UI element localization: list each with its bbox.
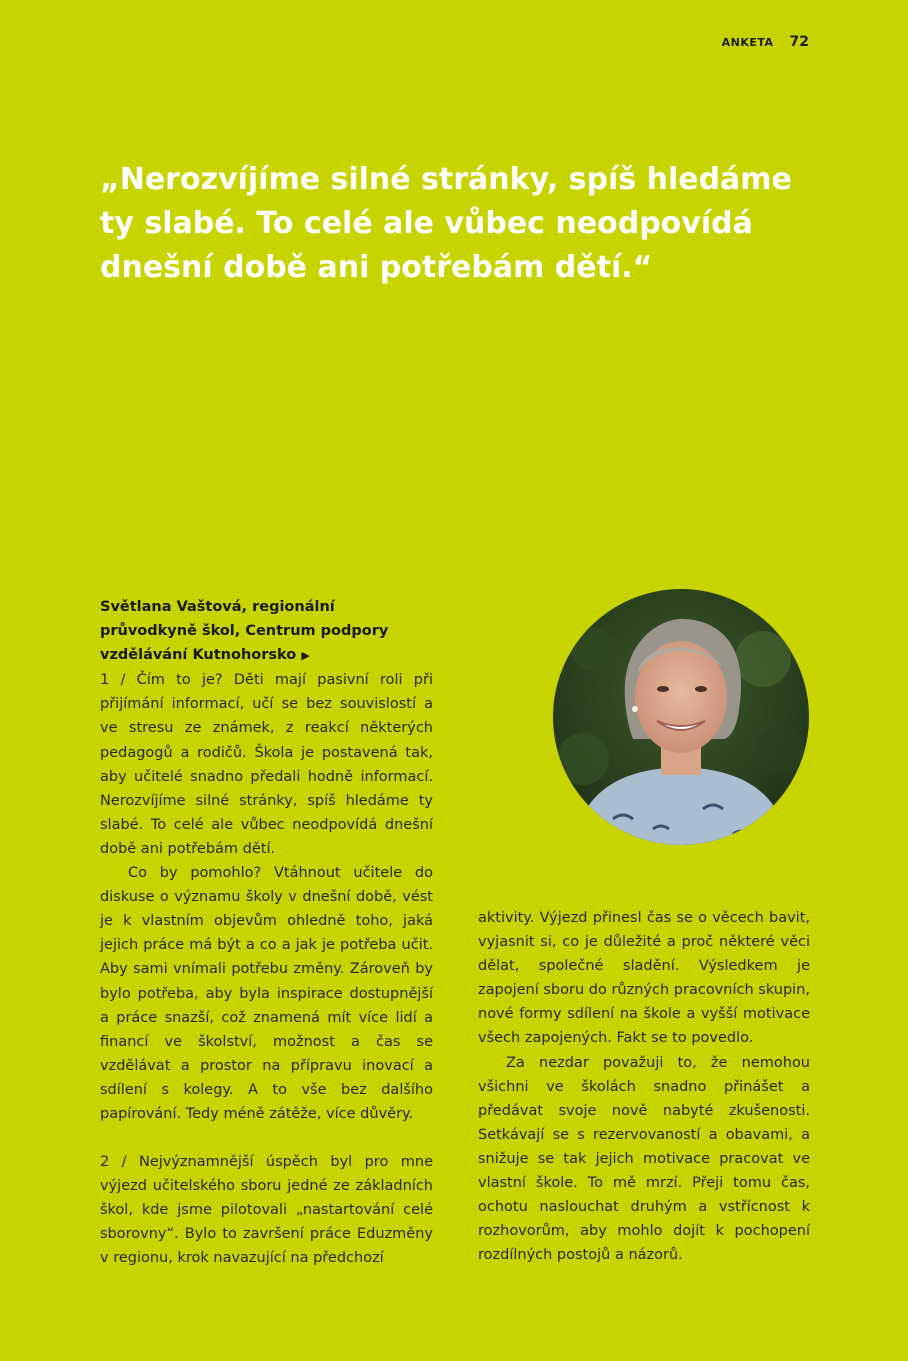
section-label: ANKETA: [721, 36, 774, 49]
page-number: 72: [789, 34, 809, 50]
answer-2-continuation: aktivity. Výjezd přinesl čas se o věcech bavit, vyjasnit si, co je důležité a proč některé věci dělat, společné sladění. Výsledkem je zapojení sboru do různých pracovních skupin, nové formy sdílení na škole a vyšší motivace všech zapojených. Fakt se to povedlo.: [478, 910, 810, 1047]
author-byline: [100, 595, 433, 668]
answer-1-paragraph: 1 / Čím to je? Děti mají pasivní roli při přijímání informací, učí se bez souvislostí a ve stresu ze známek, z reakcí některých pedagogů a rodičů. Škola je postavená tak, aby učitelé snadno předali hodně informací. Nerozvíjíme silné stránky, spíš hledáme ty slabé. To celé ale vůbec neodpovídá dnešní době ani potřebám dětí.: [100, 672, 433, 857]
column-left: [100, 595, 433, 1271]
arrow-right-icon: ▶: [301, 649, 310, 663]
column-right: [478, 906, 810, 1267]
author-name: Světlana Vaštová, regionální průvodkyně škol, Centrum podpory vzdělávání Kutnohorsko: [100, 599, 389, 664]
pull-quote: „Nerozvíjíme silné stránky, spíš hledáme ty slabé. To celé ale vůbec neodpovídá dnešní době ani potřebám dětí.“: [100, 162, 792, 285]
answer-2-failure-paragraph: Za nezdar považuji to, že nemohou všichni ve školách snadno přinášet a předávat svoje nově nabyté zkušenosti. Setkávají se s rezervovaností a obavami, a snižuje se tak jejich motivace pracovat ve vlastní škole. To mě mrzí. Přeji tomu čas, ochotu naslouchat druhým a vstřícnost k rozhovorům, aby mohlo dojít k pochopení rozdílných postojů a názorů.: [478, 1054, 810, 1264]
answer-2-paragraph: 2 / Nejvýznamnější úspěch byl pro mne výjezd učitelského sboru jedné ze základních škol, kde jsme pilotovali „nastartování celé sborovny“. Bylo to završení práce Eduzměny v regionu, krok navazující na předchozí: [100, 1154, 433, 1267]
answer-1-continuation: Co by pomohlo? Vtáhnout učitele do diskuse o významu školy v dnešní době, vést je k vlastním objevům ohledně toho, jaká jejich práce má být a co a jak je potřeba učit. Aby sami vnímali potřebu změny. Zároveň by bylo potřeba, aby byla inspirace dostupnější a práce snazší, což znamená mít více lidí a financí ve školství, možnost a čas se vzdělávat a prostor na přípravu inovací a sdílení s kolegy. A to vše bez dalšího papírování. Tedy méně zátěže, více důvěry.: [100, 865, 433, 1122]
page-header: [722, 34, 809, 50]
author-portrait: [553, 589, 809, 845]
